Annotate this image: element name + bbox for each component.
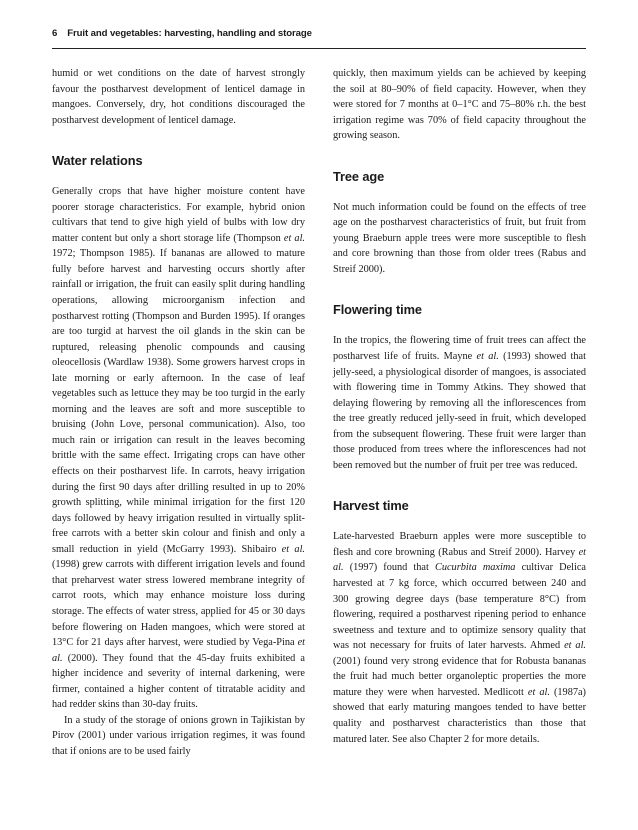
harvest-time-paragraph: Late-harvested Braeburn apples were more susceptible to flesh and core browning (Rabus and Streif 2000). Harvey et al. (1997) found that Cucurbita maxima cultivar Delica harvested at 7 kg force, which occurred between 240 and 300 growing degree days (base temperature 8°C) from flowering, required a postharvest ripening period to enhance sweetness and texture and to optimize sensory quality that was not necessary for fruits of later harvests. Ahmed et al. (2001) found very strong evidence that for Robusta bananas the fruit had much better organoleptic properties the more mature they were when harvested. Medlicott et al. (1987a) showed that early maturing mangoes tended to have better quality and postharvest characteristics than those that matured later. See also Chapter 2 for more details. [333,531,587,745]
water-relations-paragraph-2: In a study of the storage of onions grown in Tajikistan by Pirov (2001) under various irrigation regimes, it was found that if onions are to be used fairly [52,714,305,757]
right-column [333,66,586,747]
header-rule [52,48,586,49]
page-number: 6 [52,28,58,39]
running-title: Fruit and vegetables: harvesting, handling and storage [67,28,312,39]
running-header [52,28,592,39]
section-heading-water-relations: Water relations [52,153,143,169]
section-heading-tree-age: Tree age [333,168,385,184]
intro-paragraph: humid or wet conditions on the date of harvest strongly favour the postharvest development of lenticel damage in mangoes. Conversely, dry, hot conditions discouraged the postharvest development of lenticel damage. [52,68,305,126]
water-relations-paragraph-1: Generally crops that have higher moisture content have poorer storage characteristics. For example, hybrid onion cultivars that tend to give high yield of bulbs with low dry matter content but only a short storage life (Thompson et al. 1972; Thompson 1985). If bananas are allowed to mature fully before harvest and harvesting occurs shortly after rainfall or irrigation, the fruit can easily split during handling operations, allowing microorganism infection and postharvest rotting (Thompson and Burden 1995). If oranges are too turgid at harvest the oil glands in the skin can be ruptured, releasing phenolic compounds and causing oleocellosis (Wardlaw 1938). Some growers harvest crops in late morning or early afternoon. In the case of leaf vegetables such as lettuce they may be too turgid in the early morning and the leaves are soft and more susceptible to bruising (John Love, personal communication). Also, too much rain or irrigation can result in the leaves becoming brittle with the same effect. Irrigating crops can have other effects on their postharvest life. In carrots, heavy irrigation during the first 90 days after drilling resulted in up to 20% growth splitting, while minimal irrigation for the first 120 days followed by heavy irrigation resulted in virtually split-free carrots with a better skin colour and finish and only a small reduction in yield (McGarry 1993). Shibairo et al. (1998) grew carrots with different irrigation levels and found that preharvest water stress lowered membrane integrity of carrot roots, which may enhance moisture loss during storage. The effects of water stress, applied for 45 or 30 days before flowering on Haden mangoes, which were stored at 13°C for 21 days after harvest, were studied by Vega-Pina et al. (2000). They found that the 45-day fruits exhibited a higher incidence and severity of internal darkening, were firmer, contained a higher content of titratable acidity and had redder skins than 30-day fruits. [52,186,306,711]
section-heading-harvest-time: Harvest time [333,498,409,514]
flowering-time-paragraph: In the tropics, the flowering time of fruit trees can affect the postharvest life of fruits. Mayne et al. (1993) showed that jelly-seed, a physiological disorder of mangoes, is associated with flowering time in Tommy Atkins. They showed that delaying flowering by removing all the inflorescences from the tree greatly reduced jelly-seed in fruit, which developed from the subsequent flowering. These fruit were larger than those produced from trees where the inflorescences had not been removed but the number of fruit per tree was reduced. [333,335,586,471]
section-heading-flowering-time: Flowering time [333,302,422,318]
left-column [52,66,305,759]
continuation-paragraph: quickly, then maximum yields can be achieved by keeping the soil at 80–90% of field capacity. However, when they were stored for 7 months at 0–1°C and 75–80% r.h. the best irrigation regime was 70% of field capacity throughout the growing season. [333,68,586,142]
tree-age-paragraph: Not much information could be found on the effects of tree age on the postharvest characteristics of fruit, but fruit from young Braeburn apple trees were more susceptible to flesh and core browning than those from older trees (Rabus and Streif 2000). [333,201,586,275]
